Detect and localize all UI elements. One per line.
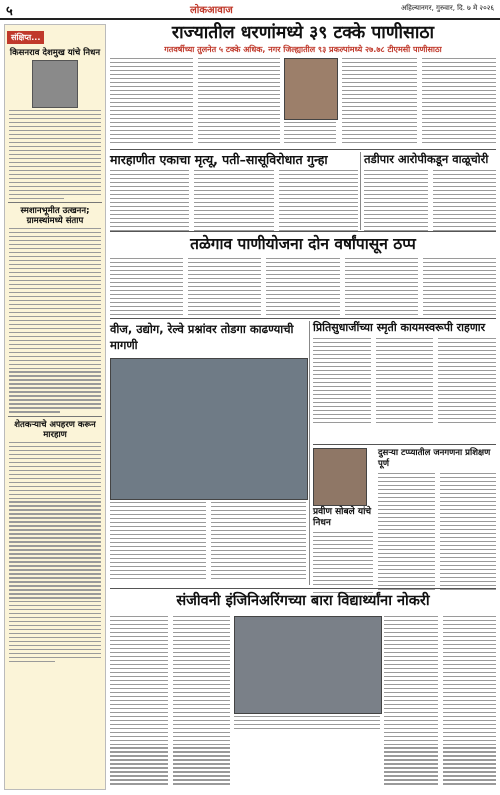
bottom-headline: संजीवनी इंजिनिअरिंगच्या बारा विद्यार्थ्यांना नोकरी <box>176 593 430 609</box>
section-rule <box>110 149 496 150</box>
story-water-scheme <box>110 234 496 318</box>
column-rule <box>309 321 310 585</box>
sidebar-item2-body <box>9 228 101 413</box>
obituary-photo <box>32 60 78 108</box>
story3-headline: तडीपार आरोपीकडून वाळूचोरी <box>364 152 489 166</box>
section-rule <box>110 231 496 232</box>
story-memorial <box>313 321 496 426</box>
masthead <box>0 0 500 20</box>
story7-headline: प्रवीण सोबले यांचे निधन <box>313 507 372 528</box>
obituary-photo <box>313 448 367 506</box>
story-obituary <box>313 507 373 596</box>
lead-story <box>110 22 496 56</box>
delegation-photo <box>110 358 308 500</box>
story-campus-placement <box>110 591 496 611</box>
story8-headline: दुसऱ्या टप्प्यातील जनगणना प्रशिक्षण पूर्ण <box>378 448 491 469</box>
sidebar-item1-body <box>9 110 101 199</box>
story2-headline: मारहाणीत एकाचा मृत्यू, पती–सासूविरोधात गुन्हा <box>110 152 328 167</box>
brief-news-sidebar <box>4 24 106 790</box>
sidebar-item3-body <box>9 442 101 663</box>
newspaper-name: लोकआवाज <box>190 5 233 16</box>
sidebar-item3-title: शेतकऱ्याचे अपहरण करून मारहाण <box>14 419 96 440</box>
story-sand-theft <box>364 152 496 234</box>
section-rule <box>313 444 496 445</box>
photo-caption <box>234 716 380 732</box>
story-infrastructure-demand <box>110 321 306 353</box>
banner-headline: तळेगाव पाणीयोजना दोन वर्षांपासून ठप्प <box>190 235 416 253</box>
page-number: ५ <box>6 4 13 19</box>
lead-headline: राज्यातील धरणांमध्ये ३९ टक्के पाणीसाठा <box>171 23 435 43</box>
bottom-story-body-left <box>110 616 230 787</box>
sidebar-divider <box>8 202 102 203</box>
bottom-story-body-right <box>384 616 496 787</box>
section-rule <box>110 588 496 589</box>
lead-story-body-col <box>284 122 336 146</box>
lead-story-photo <box>284 58 338 120</box>
story-census-training <box>378 448 496 593</box>
story5-headline: वीज, उद्योग, रेल्वे प्रश्नांवर तोडगा काढण्याची मागणी <box>110 322 294 352</box>
sidebar-divider <box>8 416 102 417</box>
brief-news-tag: संक्षिप्त... <box>7 31 44 44</box>
dateline: अहिल्यानगर, गुरुवार, दि. ७ मे २०२६ <box>400 4 494 12</box>
sidebar-item2-title: स्मशानभूमीत उत्खनन; ग्रामस्थांमध्ये संताप <box>20 206 90 227</box>
lead-subhead: गतवर्षीच्या तुलनेत ५ टक्के अधिक, नगर जिल्ह्यातील ९३ प्रकल्पांमध्ये २७.७८ टीएमसी पाणीसाठा <box>164 45 442 54</box>
story-murder-case <box>110 152 358 234</box>
column-rule <box>360 152 361 230</box>
story6-headline: प्रितिसुधाजींच्या स्मृती कायमस्वरूपी राहणार <box>313 321 486 334</box>
lead-story-body-right <box>342 58 496 146</box>
students-group-photo <box>234 616 382 714</box>
section-rule <box>110 318 496 319</box>
sidebar-item1-title: किसनराव देशमुख यांचे निधन <box>9 48 101 58</box>
story5-body <box>110 502 306 582</box>
